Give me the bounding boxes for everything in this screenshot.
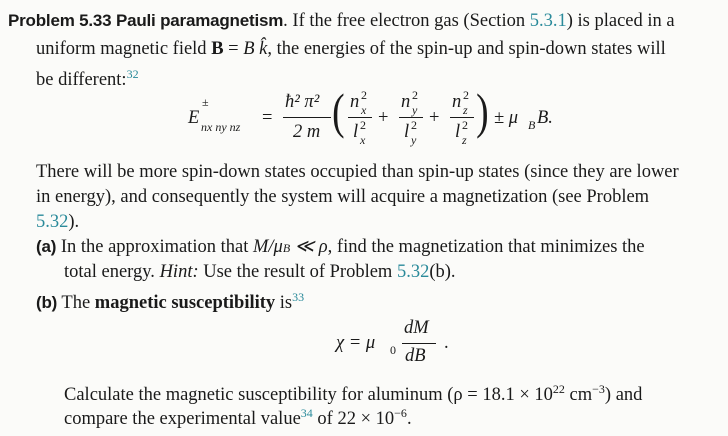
eq-prefactor-bar: [283, 117, 331, 118]
part-a-label: (a): [36, 237, 57, 256]
part-b-line-3: compare the experimental value$^{34}$ of $22 \times 10^{-6}$.: [64, 406, 412, 429]
para2-line-3: 5.32).: [36, 212, 80, 232]
eq-left-paren: (: [332, 83, 345, 139]
problem-line-3: be different:$^{32}$: [36, 67, 139, 90]
eq-tail: ± μ: [494, 108, 519, 128]
problem-line-2: uniform magnetic field B = B k̂, the energies of the spin-up and spin-down states will: [36, 39, 666, 59]
eq-equals: =: [262, 108, 273, 128]
para2-line-1: There will be more spin-down states occupied than spin-up states (since they are lower: [36, 162, 679, 182]
problem-5-32b-link[interactable]: 5.32: [396, 262, 430, 282]
eq-prefactor-num: ħ² π²: [285, 92, 320, 112]
part-b-label: (b): [36, 293, 58, 312]
problem-5-32-link[interactable]: 5.32: [36, 212, 69, 232]
part-a-line-1: (a) In the approximation that M/μB ≪ ρ, find the magnetization that minimizes the: [36, 237, 645, 257]
textbook-page: Problem 5.33 Pauli paramagnetism. If the free electron gas (Section 5.3.1) is placed in a uniform magnetic field B = B k̂, the energies of the spin-up and spin-down states will be different:$^{32}$ E ± nx ny nz = ħ² π² 2 m ( n 2 x l 2 x + n 2 y l 2 y + n 2 z l 2 z ) ± μ B B. There will be more spin-down states occupied than spin-up states (since they are lower in energy), and consequently the system will acquire a magnetization (see Problem 5.32). (a) In the approximation that M/μB ≪ ρ, find the magnetization that minimizes the total energy. Hint: Use the result of Problem 5.32(b). (b) The magnetic susceptibility $is^{33}$ χ = μ 0 dM dB . Calculate the magnetic susceptibility for aluminum ($\rho = 18.1 \times 10^{22}$ $cm^{-3}$) and compare the experimental value$^{34}$ of $22 \times 10^{-6}$.: [8, 11, 679, 429]
part-b-line-1: (b) The magnetic susceptibility $is^{33}$: [36, 290, 305, 313]
footnote-34[interactable]: 34: [300, 406, 313, 420]
problem-line-1: Problem 5.33 Pauli paramagnetism. If the free electron gas (Section 5.3.1) is placed in a: [8, 11, 675, 31]
eq-prefactor-den: 2 m: [293, 122, 321, 142]
part-a-line-2: total energy. Hint: Use the result of Problem 5.32(b).: [64, 262, 456, 282]
para2-line-2: in energy), and consequently the system will acquire a magnetization (see Problem: [36, 187, 650, 207]
section-link[interactable]: 5.3.1: [529, 11, 567, 31]
eq-E-sub: nx ny nz: [201, 120, 241, 134]
problem-heading: Problem 5.33 Pauli paramagnetism: [8, 11, 284, 30]
footnote-32[interactable]: 32: [126, 67, 139, 81]
eq-E: E: [188, 108, 200, 128]
eq-right-paren: ): [476, 83, 489, 139]
footnote-33[interactable]: 33: [292, 290, 305, 304]
eq-E-sup: ±: [202, 95, 209, 109]
part-b-line-2: Calculate the magnetic susceptibility for aluminum ($\rho = 18.1 \times 10^{22}$ $cm^{-3}$) and: [64, 382, 643, 405]
